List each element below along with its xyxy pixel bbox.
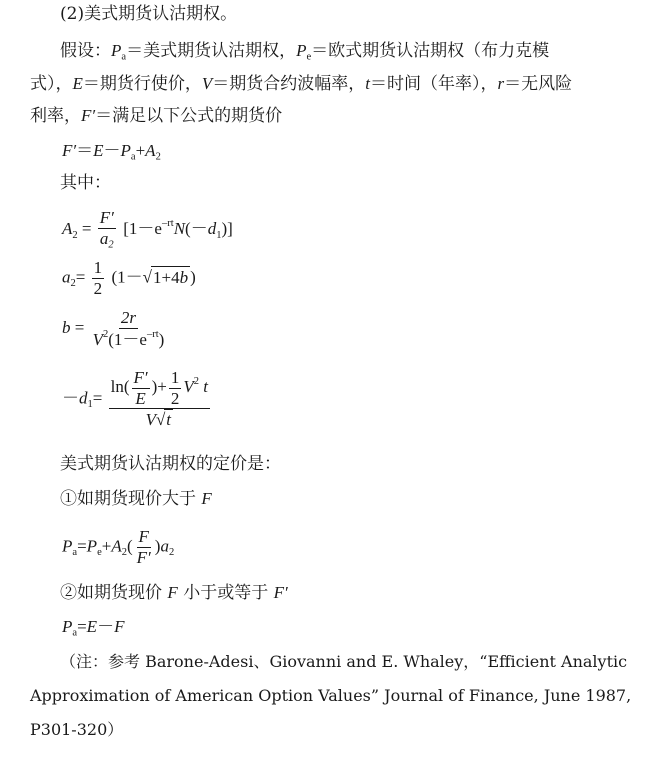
equation-fprime: $F'=E-P_a+A_2$: [62, 141, 161, 163]
reference-note-line-1: [60, 652, 627, 672]
formula-A2: $A_2$ = $\frac{F'}{a_2}$ $[1-e^{-rt}N(-d_1)]$: [62, 208, 233, 251]
case2-label-text: ②如期货现价: [60, 583, 162, 603]
reference-note-line-3: [30, 720, 123, 740]
pricing-heading-text: 美式期货认沽期权的定价是：: [60, 454, 281, 474]
case2-mid-text: 小于或等于: [183, 583, 269, 603]
note-line-2: Approximation of American Option Values” Journal of Finance, June 1987,: [30, 686, 632, 705]
e-definition: ＝期货行使价，: [82, 74, 202, 94]
t-definition: ＝时间（年率），: [370, 74, 498, 94]
case1-formula: $P_a=P_e+A_2$( $\frac{F}{F'}$ )$a_2$: [62, 527, 175, 567]
assumption-line2-start: 式），: [30, 74, 73, 94]
assumption-line-2: 式），E＝期货行使价，V＝期货合约波幅率，t＝时间（年率），r＝无风险: [30, 74, 573, 94]
reference-note-line-2: [30, 686, 631, 706]
pricing-heading: [60, 454, 281, 475]
r-definition: ＝无风险: [504, 74, 573, 94]
f-definition: ＝满足以下公式的期货价: [95, 106, 283, 126]
formula-b: b = $\frac{2r}{V^2(1-e^{-rt})}$: [62, 308, 165, 349]
among-text: 其中：: [60, 173, 111, 193]
case1-label: ①如期货现价大于 F: [60, 489, 212, 509]
v-definition: ＝期货合约波幅率，: [212, 74, 366, 94]
pe-definition: ＝欧式期货认沽期权（布力克模: [311, 41, 550, 61]
note-line-1: （注：参考 Barone-Adesi、Giovanni and E. Whaley，“Efficient Analytic: [60, 652, 628, 671]
formula-d1: $-d_1=$ ln( $\frac{F'}{E}$ )+ $\frac{1}{2}$ $V^2$ t V√t: [62, 368, 208, 430]
assumption-line3-start: 利率，: [30, 106, 81, 126]
section-title: [60, 4, 237, 25]
case1-label-text: ①如期货现价大于: [60, 489, 196, 509]
pa-definition: ＝美式期货认沽期权，: [126, 41, 297, 61]
among-label: [60, 173, 111, 194]
case2-formula: $P_a=E-F$: [62, 617, 125, 639]
assumption-line-3: 利率，F′＝满足以下公式的期货价: [30, 106, 283, 126]
assumption-line-1: 假设：$P_a=$美式期货认沽期权，$P_e=$欧式期货认沽期权（布力克模: [60, 41, 550, 63]
formula-a2: $a_2=$ $\frac{1}{2}$ (1－√1+4b ): [62, 258, 196, 298]
assumption-lead: 假设：: [60, 41, 111, 61]
section-title-text: (2)美式期货认沽期权。: [60, 4, 238, 24]
case2-label: ②如期货现价 F 小于或等于 F′: [60, 583, 288, 603]
note-line-3: P301-320）: [30, 720, 124, 739]
